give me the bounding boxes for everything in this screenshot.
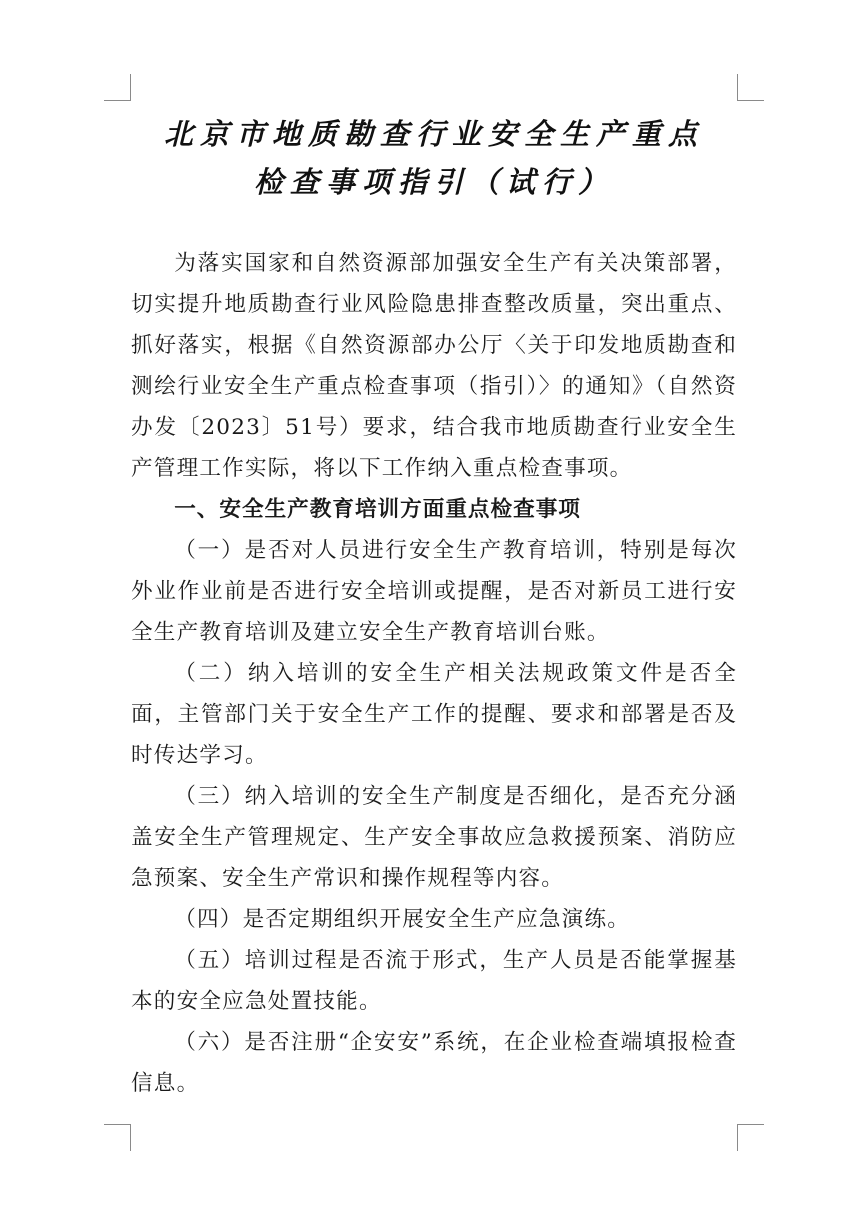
check-item-1: （一）是否对人员进行安全生产教育培训，特别是每次外业作业前是否进行安全培训或提醒，是否对新员工进行安全生产教育培训及建立安全生产教育培训台账。 <box>131 538 737 645</box>
check-item-2: （二）纳入培训的安全生产相关法规政策文件是否全面，主管部门关于安全生产工作的提醒、要求和部署是否及时传达学习。 <box>131 661 737 768</box>
check-item-5: （五）培训过程是否流于形式，生产人员是否能掌握基本的安全应急处置技能。 <box>131 948 737 1014</box>
document-title-line-1: 北京市地质勘查行业安全生产重点 <box>163 117 704 151</box>
intro-paragraph: 为落实国家和自然资源部加强安全生产有关决策部署，切实提升地质勘查行业风险隐患排查整改质量，突出重点、抓好落实，根据《自然资源部办公厅〈关于印发地质勘查和测绘行业安全生产重点检查事项（指引）〉的通知》（自然资办发〔2023〕51号）要求，结合我市地质勘查行业安全生产管理工作实际，将以下工作纳入重点检查事项。 <box>131 251 737 481</box>
crop-mark-bottom-right <box>737 1124 764 1151</box>
check-item-6: （六）是否注册“企安安”系统，在企业检查端填报检查信息。 <box>131 1030 737 1096</box>
crop-mark-top-left <box>104 74 131 101</box>
document-body <box>131 243 737 1104</box>
check-item-3: （三）纳入培训的安全生产制度是否细化，是否充分涵盖安全生产管理规定、生产安全事故应急救援预案、消防应急预案、安全生产常识和操作规程等内容。 <box>131 784 737 891</box>
crop-mark-bottom-left <box>104 1124 131 1151</box>
check-item-4: （四）是否定期组织开展安全生产应急演练。 <box>174 907 631 932</box>
crop-mark-top-right <box>737 74 764 101</box>
section-heading-1: 一、安全生产教育培训方面重点检查事项 <box>174 497 581 522</box>
document-title-line-2: 检查事项指引（试行） <box>253 165 614 199</box>
